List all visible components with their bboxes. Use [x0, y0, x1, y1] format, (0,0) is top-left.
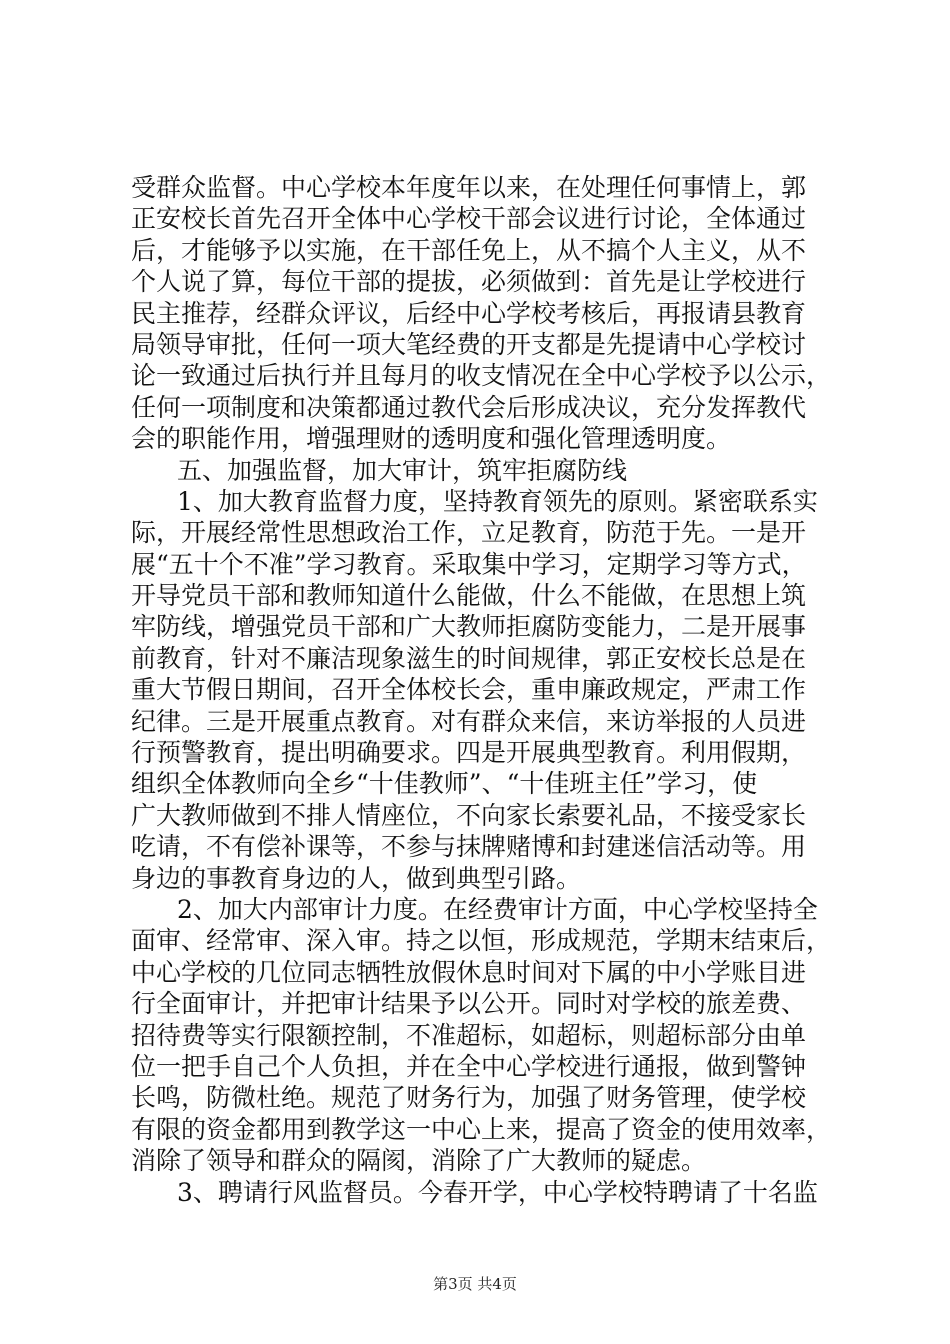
text-line: 正安校长首先召开全体中心学校干部会议进行讨论，全体通过: [131, 204, 807, 234]
text-line: 后，才能够予以实施，在干部任免上，从不搞个人主义，从不: [131, 235, 807, 265]
text-line: 会的职能作用，增强理财的透明度和强化管理透明度。: [131, 424, 732, 454]
text-line: 身边的事教育身边的人，做到典型引路。: [131, 863, 582, 893]
text-line: 受群众监督。中心学校本年度年以来，在处理任何事情上，郭: [131, 173, 807, 202]
text-line: 局领导审批，任何一项大笔经费的开支都是先提请中心学校讨: [131, 329, 807, 359]
page-footer: 第3页 共4页: [433, 1275, 517, 1293]
text-line: 个人说了算，每位干部的提拔，必须做到：首先是让学校进行: [131, 267, 807, 297]
text-line: 开导党员干部和教师知道什么能做，什么不能做，在思想上筑: [131, 581, 807, 611]
body-text: [131, 172, 836, 1208]
text-line: 2、加大内部审计力度。在经费审计方面，中心学校坚持全: [177, 894, 818, 924]
text-line: 民主推荐，经群众评议，后经中心学校考核后，再报请县教育: [131, 298, 807, 328]
text-line: 3、聘请行风监督员。今春开学，中心学校特聘请了十名监: [177, 1177, 818, 1207]
text-line: 任何一项制度和决策都通过教代会后形成决议，充分发挥教代: [131, 392, 807, 422]
text-line: 纪律。三是开展重点教育。对有群众来信，来访举报的人员进: [131, 706, 807, 736]
text-line: 位一把手自己个人负担，并在全中心学校进行通报，做到警钟: [131, 1051, 807, 1081]
text-line: 五、加强监督，加大审计，筑牢拒腐防线: [177, 455, 628, 485]
text-line: 行全面审计，并把审计结果予以公开。同时对学校的旅差费、: [131, 989, 807, 1019]
text-line: 牢防线，增强党员干部和广大教师拒腐防变能力，二是开展事: [131, 612, 807, 642]
text-line: 广大教师做到不排人情座位，不向家长索要礼品，不接受家长: [131, 800, 807, 830]
text-line: 际，开展经常性思想政治工作，立足教育，防范于先。一是开: [131, 518, 807, 548]
text-line: 展“五十个不准”学习教育。采取集中学习，定期学习等方式，: [131, 549, 807, 579]
text-line: 中心学校的几位同志牺牲放假休息时间对下属的中小学账目进: [131, 957, 807, 987]
text-line: 论一致通过后执行并且每月的收支情况在全中心学校予以公示，: [131, 361, 832, 391]
text-line: 1、加大教育监督力度，坚持教育领先的原则。紧密联系实: [177, 486, 818, 516]
text-line: 消除了领导和群众的隔阂，消除了广大教师的疑虑。: [131, 1146, 707, 1176]
text-line: 吃请，不有偿补课等，不参与抹牌赌博和封建迷信活动等。用: [131, 832, 807, 862]
text-line: 有限的资金都用到教学这一中心上来，提高了资金的使用效率，: [131, 1114, 832, 1144]
text-line: 长鸣，防微杜绝。规范了财务行为，加强了财务管理，使学校: [131, 1083, 807, 1113]
text-line: 重大节假日期间，召开全体校长会，重申廉政规定，严肃工作: [131, 675, 807, 705]
text-line: 招待费等实行限额控制，不准超标，如超标，则超标部分由单: [131, 1020, 807, 1050]
text-line: 组织全体教师向全乡“十佳教师”、“十佳班主任”学习，使: [131, 769, 758, 799]
text-line: 前教育，针对不廉洁现象滋生的时间规律，郭正安校长总是在: [131, 643, 807, 673]
text-line: 面审、经常审、深入审。持之以恒，形成规范，学期末结束后，: [131, 926, 832, 956]
text-line: 行预警教育，提出明确要求。四是开展典型教育。利用假期，: [131, 738, 807, 768]
